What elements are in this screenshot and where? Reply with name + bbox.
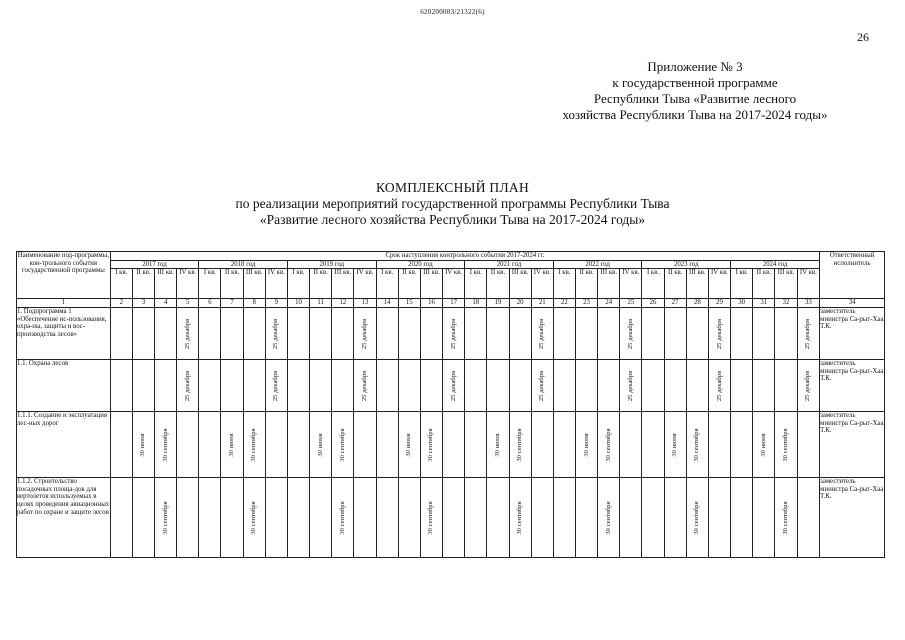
deadline-cell xyxy=(110,412,132,478)
deadline-date: 30 июня xyxy=(316,433,324,457)
name-column-header: Наименование под-программы, кон-трольного события государственной программы xyxy=(17,252,111,299)
deadline-date: 25 декабря xyxy=(627,318,635,349)
quarter-header: II кв. xyxy=(664,269,686,299)
deadline-date: 30 сентября xyxy=(161,428,169,462)
deadline-cell xyxy=(354,360,376,412)
year-header: 2024 год xyxy=(731,260,820,269)
quarter-header: III кв. xyxy=(155,269,177,299)
deadline-cell xyxy=(465,308,487,360)
deadline-date: 30 сентября xyxy=(782,501,790,535)
deadline-date: 25 декабря xyxy=(804,318,812,349)
document-title xyxy=(0,180,905,228)
deadline-date: 25 декабря xyxy=(538,318,546,349)
quarter-header: I кв. xyxy=(376,269,398,299)
quarter-header: III кв. xyxy=(509,269,531,299)
deadline-cell xyxy=(398,478,420,558)
deadline-cell xyxy=(398,412,420,478)
deadline-cell xyxy=(310,412,332,478)
document-code: 620200083/21322(6) xyxy=(420,8,485,16)
event-name: 1.1.1. Создание и эксплуатация лес-ных дорог xyxy=(17,412,111,478)
deadline-date: 30 сентября xyxy=(693,428,701,462)
deadline-date: 30 июня xyxy=(139,433,147,457)
column-number: 19 xyxy=(487,299,509,308)
column-number: 15 xyxy=(398,299,420,308)
deadline-cell xyxy=(287,412,309,478)
deadline-cell xyxy=(775,478,797,558)
deadline-cell xyxy=(132,360,154,412)
deadline-cell xyxy=(553,360,575,412)
deadline-cell xyxy=(443,360,465,412)
deadline-cell xyxy=(420,412,442,478)
responsible-person: заместитель министра Са-рыг-Хаа Т.К. xyxy=(820,360,885,412)
column-number: 30 xyxy=(731,299,753,308)
column-number: 7 xyxy=(221,299,243,308)
deadline-cell xyxy=(265,478,287,558)
deadline-date: 25 декабря xyxy=(538,370,546,401)
column-number: 3 xyxy=(132,299,154,308)
column-number: 25 xyxy=(620,299,642,308)
deadline-cell xyxy=(310,308,332,360)
deadline-cell xyxy=(287,308,309,360)
quarter-header: III кв. xyxy=(686,269,708,299)
deadline-cell xyxy=(664,478,686,558)
deadline-date: 30 июня xyxy=(582,433,590,457)
quarter-header: I кв. xyxy=(642,269,664,299)
deadline-cell xyxy=(575,412,597,478)
responsible-person: заместитель министра Са-рыг-Хаа Т.К. xyxy=(820,308,885,360)
deadline-cell xyxy=(243,308,265,360)
deadline-cell xyxy=(620,412,642,478)
deadline-date: 25 декабря xyxy=(272,318,280,349)
column-number: 17 xyxy=(443,299,465,308)
deadline-cell xyxy=(376,360,398,412)
deadline-cell xyxy=(332,308,354,360)
plan-table xyxy=(16,251,885,558)
responsible-person: заместитель министра Са-рыг-Хаа Т.К. xyxy=(820,412,885,478)
deadline-cell xyxy=(708,412,730,478)
deadline-cell xyxy=(221,478,243,558)
deadline-date: 25 декабря xyxy=(715,318,723,349)
deadline-date: 25 декабря xyxy=(715,370,723,401)
column-number: 34 xyxy=(820,299,885,308)
table-row xyxy=(17,308,885,360)
deadline-cell xyxy=(420,360,442,412)
deadline-cell xyxy=(797,308,820,360)
column-number: 23 xyxy=(575,299,597,308)
deadline-cell xyxy=(265,360,287,412)
column-number: 11 xyxy=(310,299,332,308)
deadline-cell xyxy=(753,412,775,478)
quarter-header: II кв. xyxy=(132,269,154,299)
responsible-person: заместитель министра Са-рыг-Хаа Т.К. xyxy=(820,478,885,558)
table-row xyxy=(17,412,885,478)
deadline-cell xyxy=(708,360,730,412)
quarter-header: IV кв. xyxy=(797,269,820,299)
column-number: 9 xyxy=(265,299,287,308)
column-number: 22 xyxy=(553,299,575,308)
deadline-cell xyxy=(243,360,265,412)
column-number: 20 xyxy=(509,299,531,308)
deadline-cell xyxy=(775,308,797,360)
deadline-cell xyxy=(598,308,620,360)
column-number: 33 xyxy=(797,299,820,308)
deadline-date: 30 сентября xyxy=(161,501,169,535)
deadline-cell xyxy=(354,478,376,558)
year-header: 2019 год xyxy=(287,260,376,269)
event-name: 1.1.2. Строительство посадочных площа-док для вертолетов используемых в целях проведения авиационных работ по охране и защите лесов xyxy=(17,478,111,558)
deadline-date: 30 сентября xyxy=(427,501,435,535)
quarter-header: II кв. xyxy=(310,269,332,299)
deadline-date: 25 декабря xyxy=(361,370,369,401)
deadline-date: 30 сентября xyxy=(339,428,347,462)
deadline-date: 25 декабря xyxy=(804,370,812,401)
deadline-date: 30 сентября xyxy=(693,501,701,535)
deadline-date: 25 декабря xyxy=(183,370,191,401)
year-header: 2023 год xyxy=(642,260,731,269)
deadline-date: 30 июня xyxy=(228,433,236,457)
term-column-header: Срок наступления контрольного события 2017-2024 гг. xyxy=(110,252,819,261)
title-line: по реализации мероприятий государственной программы Республики Тыва xyxy=(235,196,670,211)
deadline-cell xyxy=(310,360,332,412)
deadline-cell xyxy=(132,308,154,360)
year-header: 2020 год xyxy=(376,260,465,269)
deadline-cell xyxy=(155,308,177,360)
deadline-cell xyxy=(310,478,332,558)
column-number: 21 xyxy=(531,299,553,308)
deadline-cell xyxy=(376,308,398,360)
quarter-header: IV кв. xyxy=(443,269,465,299)
appendix-line: Приложение № 3 xyxy=(647,59,743,74)
deadline-cell xyxy=(686,360,708,412)
column-number: 27 xyxy=(664,299,686,308)
deadline-cell xyxy=(620,308,642,360)
deadline-cell xyxy=(531,412,553,478)
deadline-cell xyxy=(642,360,664,412)
deadline-cell xyxy=(177,478,199,558)
column-number: 13 xyxy=(354,299,376,308)
quarter-header: II кв. xyxy=(487,269,509,299)
deadline-cell xyxy=(487,308,509,360)
deadline-cell xyxy=(243,412,265,478)
deadline-cell xyxy=(332,478,354,558)
column-number: 1 xyxy=(17,299,111,308)
deadline-cell xyxy=(620,478,642,558)
deadline-cell xyxy=(509,308,531,360)
column-number: 31 xyxy=(753,299,775,308)
deadline-date: 30 сентября xyxy=(782,428,790,462)
deadline-cell xyxy=(420,308,442,360)
deadline-cell xyxy=(686,478,708,558)
deadline-cell xyxy=(443,478,465,558)
quarter-header: III кв. xyxy=(420,269,442,299)
deadline-cell xyxy=(487,478,509,558)
deadline-cell xyxy=(664,412,686,478)
deadline-cell xyxy=(199,308,221,360)
responsible-column-header: Ответственный исполнитель xyxy=(820,252,885,299)
appendix-line: Республики Тыва «Развитие лесного xyxy=(593,91,797,106)
deadline-cell xyxy=(753,478,775,558)
deadline-cell xyxy=(686,412,708,478)
deadline-cell xyxy=(731,360,753,412)
deadline-cell xyxy=(465,360,487,412)
column-number: 6 xyxy=(199,299,221,308)
deadline-cell xyxy=(753,360,775,412)
quarter-header: I кв. xyxy=(465,269,487,299)
table-row xyxy=(17,360,885,412)
quarter-header: II кв. xyxy=(221,269,243,299)
deadline-cell xyxy=(531,478,553,558)
deadline-cell xyxy=(775,360,797,412)
deadline-cell xyxy=(531,360,553,412)
deadline-cell xyxy=(775,412,797,478)
quarter-header: IV кв. xyxy=(177,269,199,299)
deadline-cell xyxy=(420,478,442,558)
deadline-cell xyxy=(642,478,664,558)
deadline-cell xyxy=(221,360,243,412)
quarter-header: I кв. xyxy=(553,269,575,299)
quarter-header: II кв. xyxy=(398,269,420,299)
quarter-header: II кв. xyxy=(753,269,775,299)
deadline-date: 30 сентября xyxy=(339,501,347,535)
deadline-cell xyxy=(354,412,376,478)
deadline-cell xyxy=(575,360,597,412)
deadline-cell xyxy=(132,478,154,558)
deadline-cell xyxy=(287,478,309,558)
deadline-cell xyxy=(376,478,398,558)
column-number: 32 xyxy=(775,299,797,308)
deadline-date: 30 сентября xyxy=(516,501,524,535)
appendix-line: хозяйства Республики Тыва на 2017-2024 годы» xyxy=(562,107,828,122)
deadline-date: 30 сентября xyxy=(427,428,435,462)
deadline-cell xyxy=(509,412,531,478)
column-number: 2 xyxy=(110,299,132,308)
column-number: 26 xyxy=(642,299,664,308)
deadline-cell xyxy=(332,412,354,478)
deadline-cell xyxy=(376,412,398,478)
quarter-header: IV кв. xyxy=(620,269,642,299)
deadline-cell xyxy=(332,360,354,412)
deadline-cell xyxy=(797,478,820,558)
quarter-header: I кв. xyxy=(199,269,221,299)
deadline-cell xyxy=(110,308,132,360)
deadline-cell xyxy=(465,478,487,558)
deadline-cell xyxy=(553,308,575,360)
column-number: 4 xyxy=(155,299,177,308)
deadline-cell xyxy=(177,360,199,412)
deadline-date: 30 июня xyxy=(760,433,768,457)
quarter-header: III кв. xyxy=(775,269,797,299)
deadline-date: 30 июня xyxy=(405,433,413,457)
column-number: 18 xyxy=(465,299,487,308)
column-number: 28 xyxy=(686,299,708,308)
deadline-date: 30 сентября xyxy=(604,428,612,462)
deadline-cell xyxy=(465,412,487,478)
deadline-cell xyxy=(731,478,753,558)
deadline-cell xyxy=(509,360,531,412)
event-name: 1.1. Охрана лесов xyxy=(17,360,111,412)
deadline-date: 25 декабря xyxy=(627,370,635,401)
deadline-date: 30 сентября xyxy=(516,428,524,462)
title-line: КОМПЛЕКСНЫЙ ПЛАН xyxy=(375,180,530,195)
deadline-cell xyxy=(598,412,620,478)
deadline-cell xyxy=(398,308,420,360)
quarter-header: IV кв. xyxy=(354,269,376,299)
deadline-date: 30 сентября xyxy=(604,501,612,535)
deadline-cell xyxy=(553,478,575,558)
quarter-header: IV кв. xyxy=(265,269,287,299)
quarter-header: III кв. xyxy=(598,269,620,299)
deadline-cell xyxy=(221,412,243,478)
column-number: 24 xyxy=(598,299,620,308)
page-number: 26 xyxy=(857,30,869,44)
deadline-cell xyxy=(664,308,686,360)
deadline-cell xyxy=(797,360,820,412)
year-header: 2017 год xyxy=(110,260,199,269)
deadline-cell xyxy=(443,412,465,478)
deadline-cell xyxy=(509,478,531,558)
deadline-cell xyxy=(731,308,753,360)
deadline-cell xyxy=(753,308,775,360)
deadline-cell xyxy=(243,478,265,558)
deadline-date: 25 декабря xyxy=(361,318,369,349)
deadline-cell xyxy=(620,360,642,412)
deadline-cell xyxy=(155,412,177,478)
deadline-cell xyxy=(199,478,221,558)
deadline-cell xyxy=(575,308,597,360)
deadline-cell xyxy=(110,478,132,558)
deadline-cell xyxy=(398,360,420,412)
deadline-date: 30 июня xyxy=(494,433,502,457)
deadline-date: 25 декабря xyxy=(272,370,280,401)
quarter-header: I кв. xyxy=(110,269,132,299)
column-number: 5 xyxy=(177,299,199,308)
deadline-cell xyxy=(731,412,753,478)
quarter-header: III кв. xyxy=(243,269,265,299)
quarter-header: I кв. xyxy=(731,269,753,299)
column-number: 12 xyxy=(332,299,354,308)
deadline-cell xyxy=(221,308,243,360)
deadline-cell xyxy=(487,360,509,412)
deadline-cell xyxy=(708,308,730,360)
column-number: 29 xyxy=(708,299,730,308)
column-number: 8 xyxy=(243,299,265,308)
deadline-cell xyxy=(155,478,177,558)
column-number: 10 xyxy=(287,299,309,308)
deadline-cell xyxy=(199,360,221,412)
quarter-header: IV кв. xyxy=(708,269,730,299)
quarter-header: I кв. xyxy=(287,269,309,299)
deadline-cell xyxy=(177,412,199,478)
deadline-cell xyxy=(553,412,575,478)
appendix-line: к государственной программе xyxy=(612,75,778,90)
deadline-cell xyxy=(598,478,620,558)
deadline-cell xyxy=(642,412,664,478)
year-header: 2022 год xyxy=(553,260,642,269)
deadline-date: 30 сентября xyxy=(250,428,258,462)
deadline-cell xyxy=(797,412,820,478)
quarter-header: III кв. xyxy=(332,269,354,299)
deadline-cell xyxy=(642,308,664,360)
year-header: 2018 год xyxy=(199,260,288,269)
column-number: 16 xyxy=(420,299,442,308)
deadline-date: 30 июня xyxy=(671,433,679,457)
deadline-cell xyxy=(287,360,309,412)
deadline-cell xyxy=(177,308,199,360)
deadline-cell xyxy=(708,478,730,558)
deadline-cell xyxy=(664,360,686,412)
deadline-cell xyxy=(265,308,287,360)
title-line: «Развитие лесного хозяйства Республики Тыва на 2017-2024 годы» xyxy=(259,212,646,227)
deadline-cell xyxy=(110,360,132,412)
deadline-cell xyxy=(132,412,154,478)
deadline-date: 30 сентября xyxy=(250,501,258,535)
quarter-header: IV кв. xyxy=(531,269,553,299)
deadline-cell xyxy=(575,478,597,558)
quarter-header: II кв. xyxy=(575,269,597,299)
deadline-date: 25 декабря xyxy=(183,318,191,349)
deadline-cell xyxy=(354,308,376,360)
deadline-cell xyxy=(265,412,287,478)
appendix-header xyxy=(515,59,875,123)
column-number: 14 xyxy=(376,299,398,308)
deadline-cell xyxy=(686,308,708,360)
deadline-date: 25 декабря xyxy=(449,370,457,401)
event-name: 1. Подпрограмма 1 «Обеспечение ис-пользования, охра-ны, защиты и вос-производства лесов» xyxy=(17,308,111,360)
deadline-cell xyxy=(155,360,177,412)
deadline-cell xyxy=(487,412,509,478)
deadline-date: 25 декабря xyxy=(449,318,457,349)
deadline-cell xyxy=(443,308,465,360)
deadline-cell xyxy=(199,412,221,478)
deadline-cell xyxy=(531,308,553,360)
table-row xyxy=(17,478,885,558)
year-header: 2021 год xyxy=(465,260,554,269)
deadline-cell xyxy=(598,360,620,412)
